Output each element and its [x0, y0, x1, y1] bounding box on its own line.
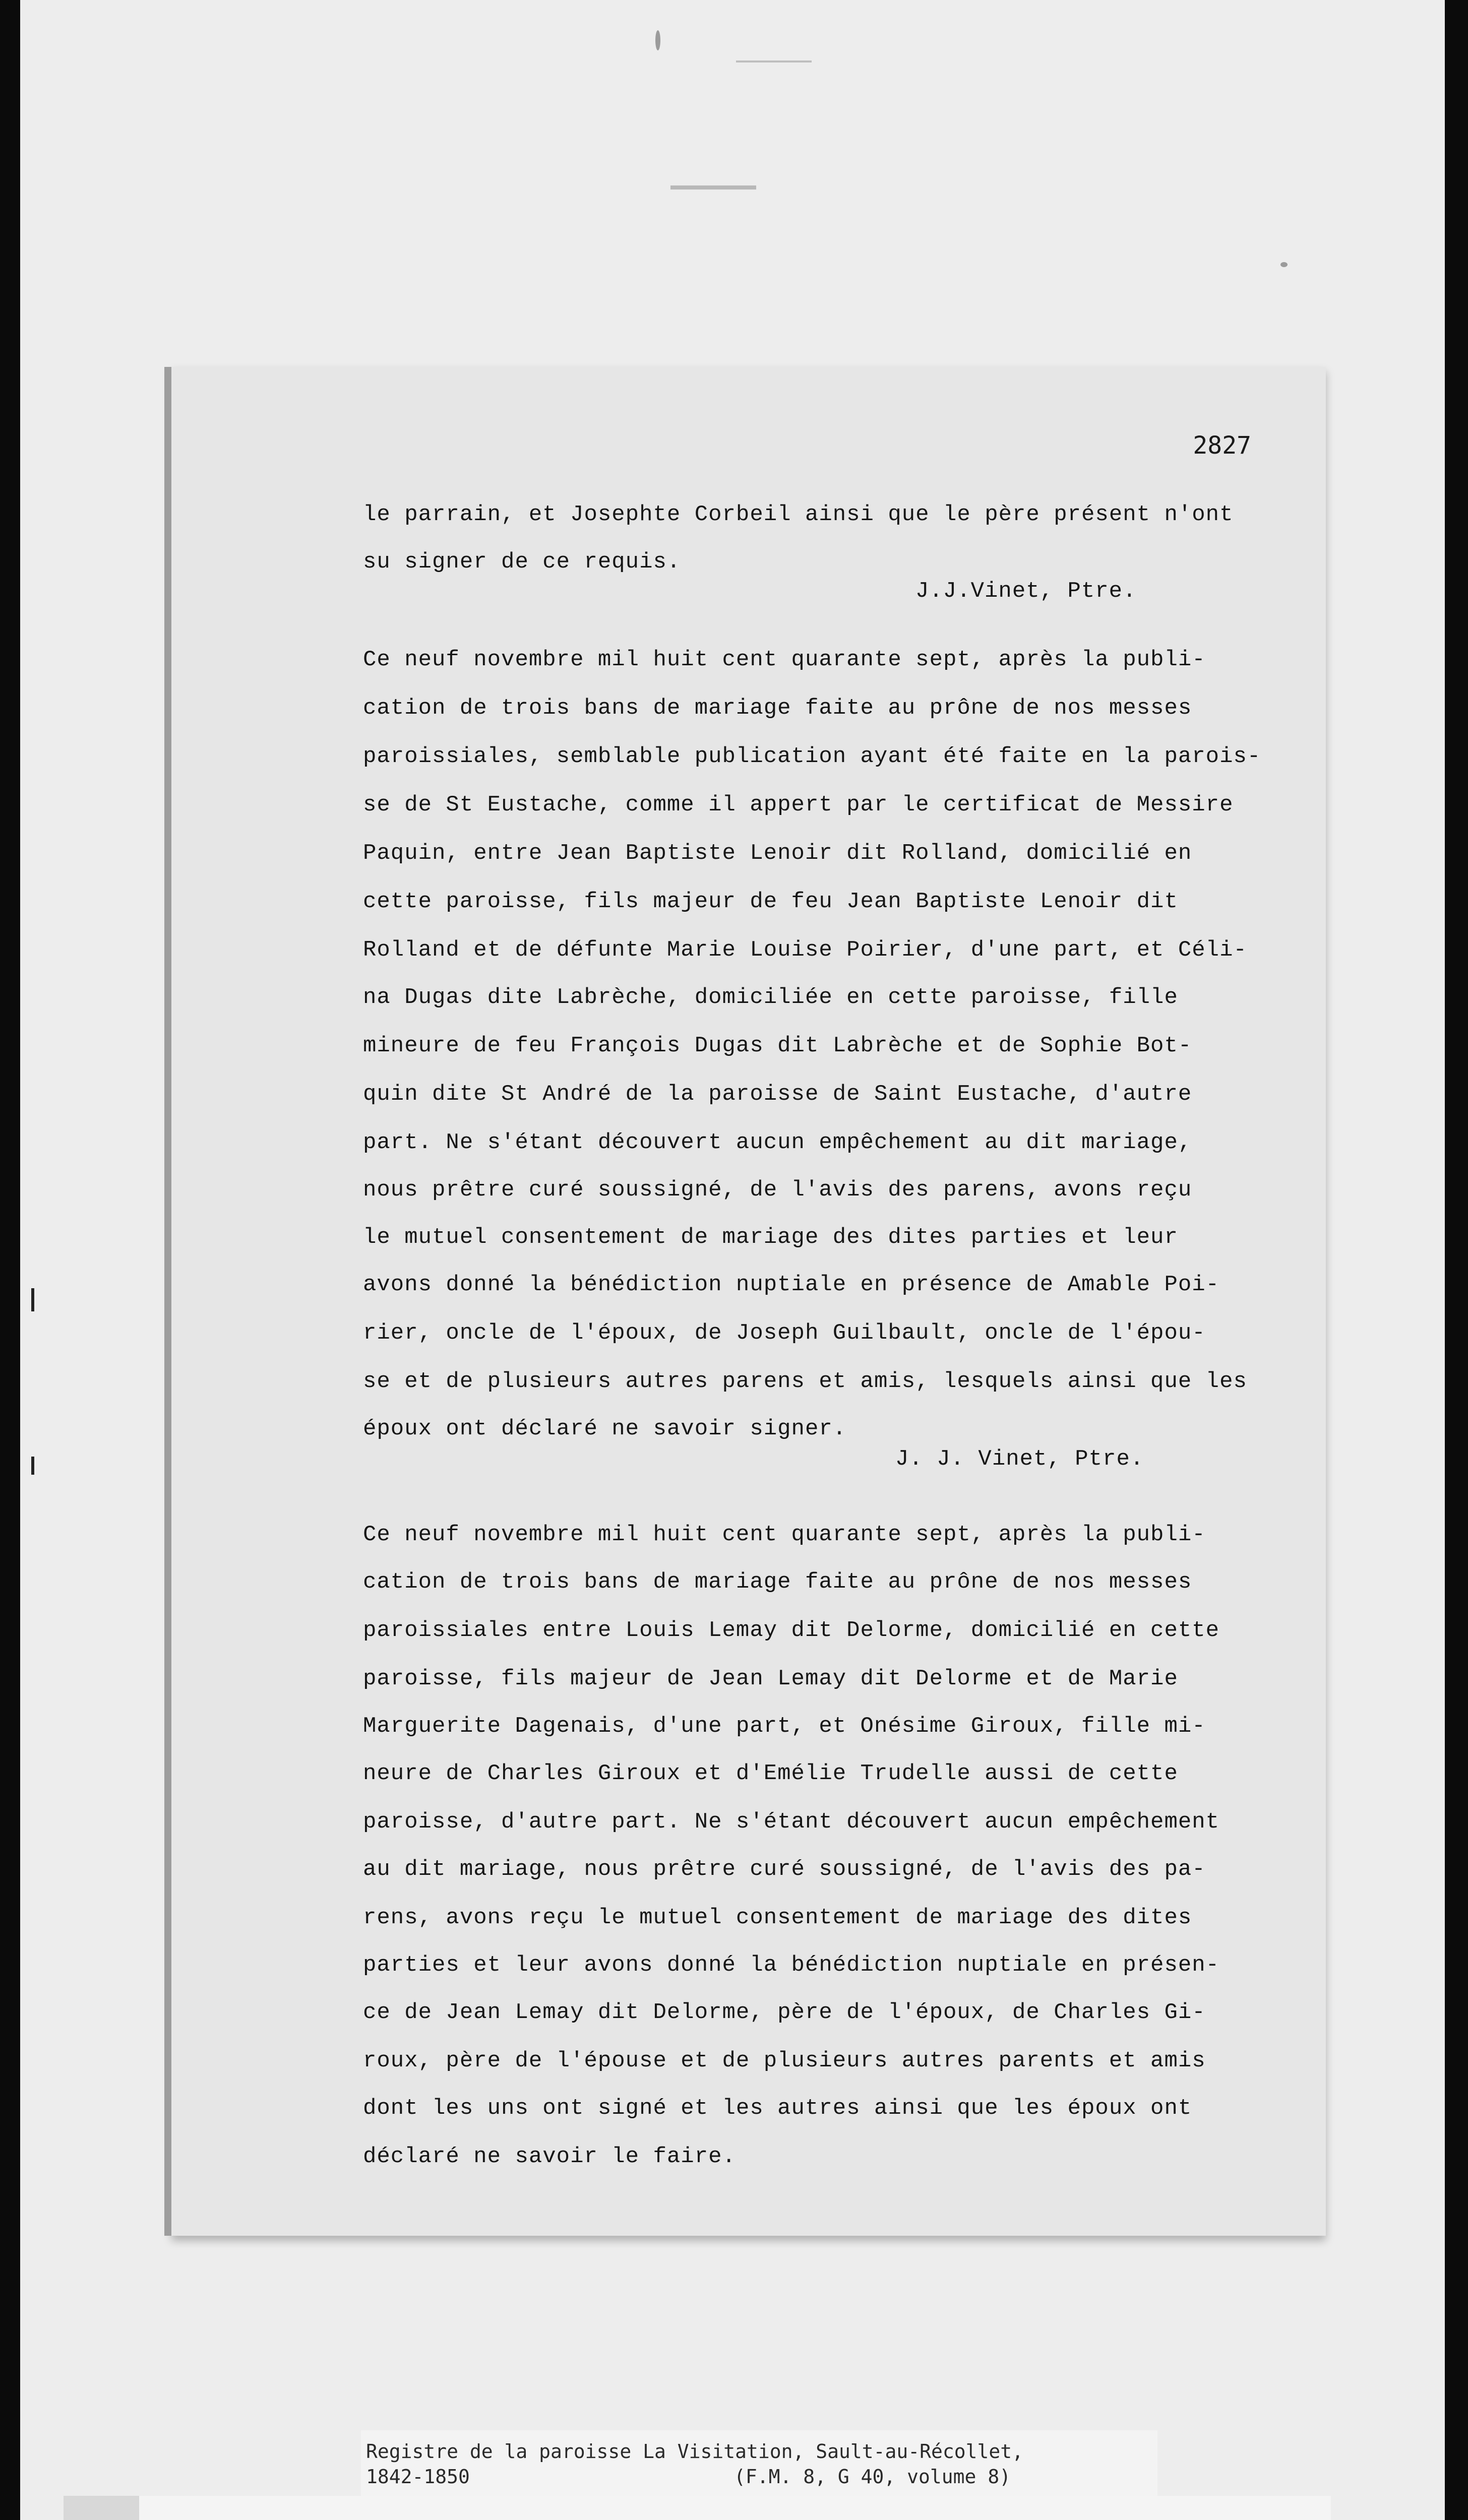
text-line: paroissiales entre Louis Lemay dit Delorme, domicilié en cette	[363, 1618, 1220, 1643]
text-line: Ce neuf novembre mil huit cent quarante sept, après la publi-	[363, 1522, 1206, 1547]
text-line: se et de plusieurs autres parens et amis, lesquels ainsi que les	[363, 1369, 1247, 1394]
text-line: le mutuel consentement de mariage des dites parties et leur	[363, 1225, 1178, 1250]
text-line: au dit mariage, nous prêtre curé soussigné, de l'avis des pa-	[363, 1857, 1206, 1882]
text-line: avons donné la bénédiction nuptiale en présence de Amable Poi-	[363, 1272, 1220, 1297]
text-line: cation de trois bans de mariage faite au prône de nos messes	[363, 696, 1192, 721]
dust-speck	[655, 30, 660, 50]
page-number: 2827	[1193, 431, 1251, 460]
text-line: nous prêtre curé soussigné, de l'avis des parens, avons reçu	[363, 1177, 1192, 1203]
page-edge	[164, 367, 171, 2236]
text-line: dont les uns ont signé et les autres ainsi que les époux ont	[363, 2096, 1192, 2121]
archives-stamp	[139, 2496, 1331, 2520]
text-line: part. Ne s'étant découvert aucun empêchement au dit mariage,	[363, 1130, 1192, 1155]
text-line: cette paroisse, fils majeur de feu Jean Baptiste Lenoir dit	[363, 889, 1178, 914]
scratch-mark	[670, 185, 756, 190]
text-line: Ce neuf novembre mil huit cent quarante sept, après la publi-	[363, 647, 1206, 672]
text-line: déclaré ne savoir le faire.	[363, 2144, 736, 2169]
citation-line: Registre de la paroisse La Visitation, Sault-au-Récollet,	[366, 2440, 1024, 2463]
text-line: ce de Jean Lemay dit Delorme, père de l'époux, de Charles Gi-	[363, 2000, 1206, 2025]
text-line: Paquin, entre Jean Baptiste Lenoir dit Rolland, domicilié en	[363, 841, 1192, 866]
film-edge-mark	[31, 1288, 34, 1311]
text-line: neure de Charles Giroux et d'Emélie Trudelle aussi de cette	[363, 1761, 1178, 1786]
text-line: mineure de feu François Dugas dit Labrèche et de Sophie Bot-	[363, 1033, 1192, 1058]
text-line: na Dugas dite Labrèche, domiciliée en cette paroisse, fille	[363, 985, 1178, 1010]
text-line: époux ont déclaré ne savoir signer.	[363, 1416, 847, 1441]
text-line: paroissiales, semblable publication ayant été faite en la parois-	[363, 744, 1261, 769]
text-line: paroisse, fils majeur de Jean Lemay dit Delorme et de Marie	[363, 1666, 1178, 1691]
dust-speck	[1280, 262, 1288, 267]
register-page	[171, 367, 1326, 2236]
text-line: rier, oncle de l'époux, de Joseph Guilbault, oncle de l'épou-	[363, 1320, 1206, 1346]
citation-reference: (F.M. 8, G 40, volume 8)	[734, 2466, 1011, 2488]
citation-years: 1842-1850	[366, 2466, 470, 2488]
film-edge-mark	[31, 1457, 34, 1475]
text-line: su signer de ce requis.	[363, 549, 681, 575]
signature-vinet: J. J. Vinet, Ptre.	[895, 1446, 1144, 1472]
text-line: cation de trois bans de mariage faite au prône de nos messes	[363, 1569, 1192, 1595]
text-line: Rolland et de défunte Marie Louise Poirier, d'une part, et Céli-	[363, 937, 1247, 963]
film-edge-right	[1445, 0, 1468, 2520]
text-line: paroisse, d'autre part. Ne s'étant découvert aucun empêchement	[363, 1809, 1220, 1835]
text-line: quin dite St André de la paroisse de Saint Eustache, d'autre	[363, 1082, 1192, 1107]
text-line: Marguerite Dagenais, d'une part, et Onésime Giroux, fille mi-	[363, 1714, 1206, 1739]
text-line: parties et leur avons donné la bénédiction nuptiale en présen-	[363, 1952, 1220, 1978]
text-line: le parrain, et Josephte Corbeil ainsi que le père présent n'ont	[363, 502, 1234, 527]
text-line: se de St Eustache, comme il appert par le certificat de Messire	[363, 792, 1234, 817]
text-line: rens, avons reçu le mutuel consentement de mariage des dites	[363, 1905, 1192, 1930]
archive-citation	[361, 2430, 1157, 2496]
scratch-mark	[736, 60, 812, 62]
signature-vinet: J.J.Vinet, Ptre.	[915, 579, 1137, 604]
text-line: roux, père de l'épouse et de plusieurs autres parents et amis	[363, 2048, 1206, 2073]
